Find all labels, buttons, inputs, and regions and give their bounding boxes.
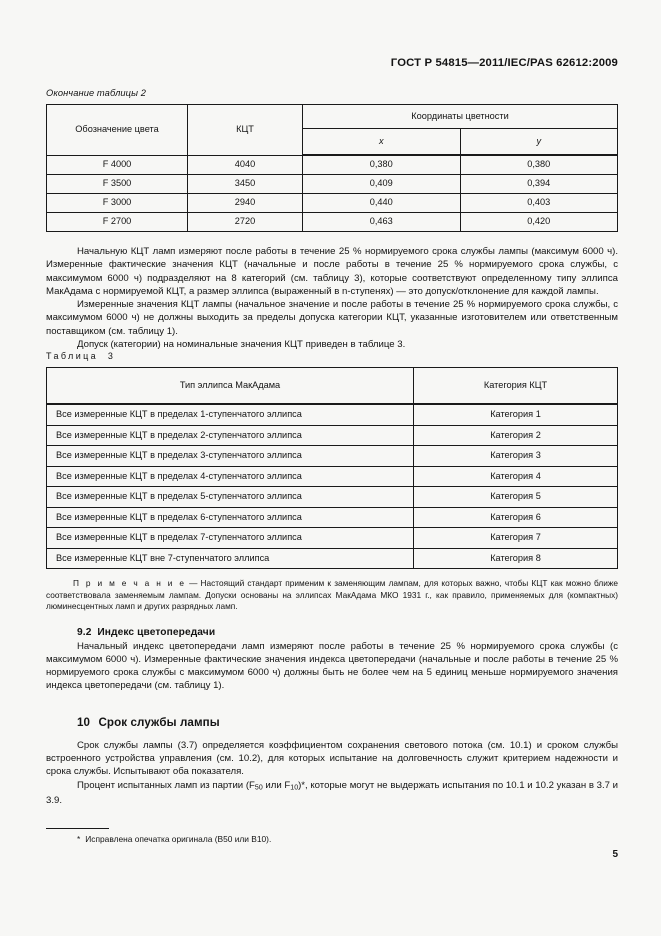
table3-caption [46,351,618,361]
table3-header-category: Категория КЦТ [414,368,618,405]
table2-header-x: x [303,129,461,156]
section-heading-10 [46,716,618,729]
table3-cell-ellipse: Все измеренные КЦТ в пределах 2-ступенчатого эллипса [47,425,414,446]
section-heading-9-2 [46,627,618,638]
paragraph-batch-percentage [46,779,618,808]
paragraph-cct-measurement: Начальную КЦТ ламп измеряют после работы в течение 25 % нормируемого срока службы лампы (максимум 6000 ч). Измеренные фактические значения КЦТ (начальные и после работы в течение 25 % нормируемого срока службы, с максимумом 6000 ч) подразделяют на 8 категорий (см. таблицу 3), которые соответствуют определенному типу эллипса МакАдама с нормируемой КЦТ, а размер эллипса (выраженный в n-ступенях) — это допуск/отклонение для каждой лампы. [46,246,618,297]
table-row [47,466,618,487]
table2-cell-color: F 3500 [47,175,188,194]
table2-cell-x: 0,409 [303,175,461,194]
paragraph-cri: Начальный индекс цветопередачи ламп измеряют после работы в течение 25 % нормируемого срока службы (с максимумом 6000 ч). Измеренные фактические значения индекса цветопередачи (начальные и после работы в течение 25 % нормируемого срока службы с максимумом 6000 ч) должны быть не более чем на 5 единиц меньше нормируемого значения индекса цветопередачи (см. таблицу 1). [46,640,618,692]
table3-cell-category: Категория 5 [414,487,618,508]
table3-cell-ellipse: Все измеренные КЦТ в пределах 1-ступенчатого эллипса [47,404,414,425]
f50-subscript: 50 [254,784,263,792]
note-text: Настоящий стандарт применим к заменяющим лампам, для которых важно, чтобы КЦТ как можно ближе соответствовала заменяемым лампам. Допуски основаны на эллипсах МакАдама МКО 1931 г., как правило, применяемых для (компактных) люминесцентных ламп и других разрядных ламп. [46,578,618,612]
table2-header-chromaticity: Координаты цветности [303,105,618,129]
footnote-content: Исправлена опечатка оригинала (B50 или B10). [85,834,272,844]
table3-head [47,368,618,405]
table3-cell-ellipse: Все измеренные КЦТ в пределах 3-ступенчатого эллипса [47,446,414,467]
footnote-block [46,828,618,845]
footnote-marker: * [77,834,81,844]
page-number: 5 [612,849,618,860]
batch-text-part2: или F [262,779,291,791]
table3-cell-ellipse: Все измеренные КЦТ в пределах 5-ступенчатого эллипса [47,487,414,508]
table3-caption-label: Таблица [46,351,99,362]
table3-cell-ellipse: Все измеренные КЦТ в пределах 4-ступенчатого эллипса [47,466,414,487]
table3-cell-ellipse: Все измеренные КЦТ в пределах 7-ступенчатого эллипса [47,528,414,549]
table2-cell-cct: 3450 [188,175,303,194]
table3-body [47,404,618,569]
table3-cell-category: Категория 1 [414,404,618,425]
table2-cell-y: 0,380 [460,155,618,175]
paragraph-cct-categories: Допуск (категории) на номинальные значения КЦТ приведен в таблице 3. [77,339,406,351]
batch-text-part3: )*, которые могут не выдержать испытания по 10.1 и 10.2 указан в 3.7 и 3.9. [46,779,618,807]
section-10-title: Срок службы лампы [98,715,220,729]
table-row [47,548,618,569]
footnote [46,834,618,845]
table2-caption: Окончание таблицы 2 [46,88,146,98]
table2-cell-y: 0,394 [460,175,618,194]
table-3 [46,367,618,569]
table-row [47,425,618,446]
page-content [46,88,618,808]
table3-header-ellipse: Тип эллипса МакАдама [47,368,414,405]
table2-cell-color: F 4000 [47,155,188,175]
section-10-number: 10 [77,715,91,729]
paragraph-cct-tolerance: Измеренные значения КЦТ лампы (начальное значение и после работы в течение 25 % нормируемого срока службы, с максимумом 6000 ч) не должны выходить за пределы допуска категории КЦТ, указанные изготовителем или ответственным поставщиком (см. таблицу 1). [46,299,618,337]
table2-header-cct: КЦТ [188,105,303,156]
table3-cell-category: Категория 7 [414,528,618,549]
table-row [47,528,618,549]
table-row [47,487,618,508]
table2-cell-color: F 2700 [47,213,188,232]
table3-cell-ellipse: Все измеренные КЦТ вне 7-ступенчатого эллипса [47,548,414,569]
table2-cell-cct: 2720 [188,213,303,232]
table2-body [47,155,618,232]
table-row [47,507,618,528]
table3-cell-category: Категория 3 [414,446,618,467]
table2-cell-y: 0,420 [460,213,618,232]
table3-cell-category: Категория 2 [414,425,618,446]
section-9-2-number: 9.2 [77,626,92,638]
f10-subscript: 10 [290,784,299,792]
table-row [47,194,618,213]
table3-cell-category: Категория 6 [414,507,618,528]
batch-text-part1: Процент испытанных ламп из партии (F [77,779,255,791]
table-2 [46,104,618,232]
table2-cell-cct: 4040 [188,155,303,175]
table2-header-color: Обозначение цвета [47,105,188,156]
table3-cell-category: Категория 4 [414,466,618,487]
footnote-separator [46,828,109,829]
document-header: ГОСТ Р 54815—2011/IEC/PAS 62612:2009 [390,57,618,69]
table-row [47,155,618,175]
table3-cell-category: Категория 8 [414,548,618,569]
table3-note [46,578,618,612]
paragraph-lamp-life: Срок службы лампы (3.7) определяется коэффициентом сохранения светового потока (см. 10.1) и сроком службы встроенного устройства управления (см. 10.2), для которых испытание на долговечность служит критерием надежности и срока службы. Испытывают оба показателя. [46,739,618,778]
table3-caption-number: 3 [107,351,116,362]
table-row [47,175,618,194]
table2-head [47,105,618,156]
table2-cell-color: F 3000 [47,194,188,213]
table2-header-y: y [460,129,618,156]
table2-cell-cct: 2940 [188,194,303,213]
table-row [47,446,618,467]
note-dash: — [185,578,201,589]
table2-header-row-1 [47,105,618,129]
table2-cell-y: 0,403 [460,194,618,213]
table-row [47,213,618,232]
table2-cell-x: 0,380 [303,155,461,175]
table2-cell-x: 0,440 [303,194,461,213]
table3-header-row [47,368,618,405]
table3-cell-ellipse: Все измеренные КЦТ в пределах 6-ступенчатого эллипса [47,507,414,528]
section-9-2-title: Индекс цветопередачи [97,626,216,638]
note-label: П р и м е ч а н и е [73,578,186,589]
table2-cell-x: 0,463 [303,213,461,232]
table-row [47,404,618,425]
